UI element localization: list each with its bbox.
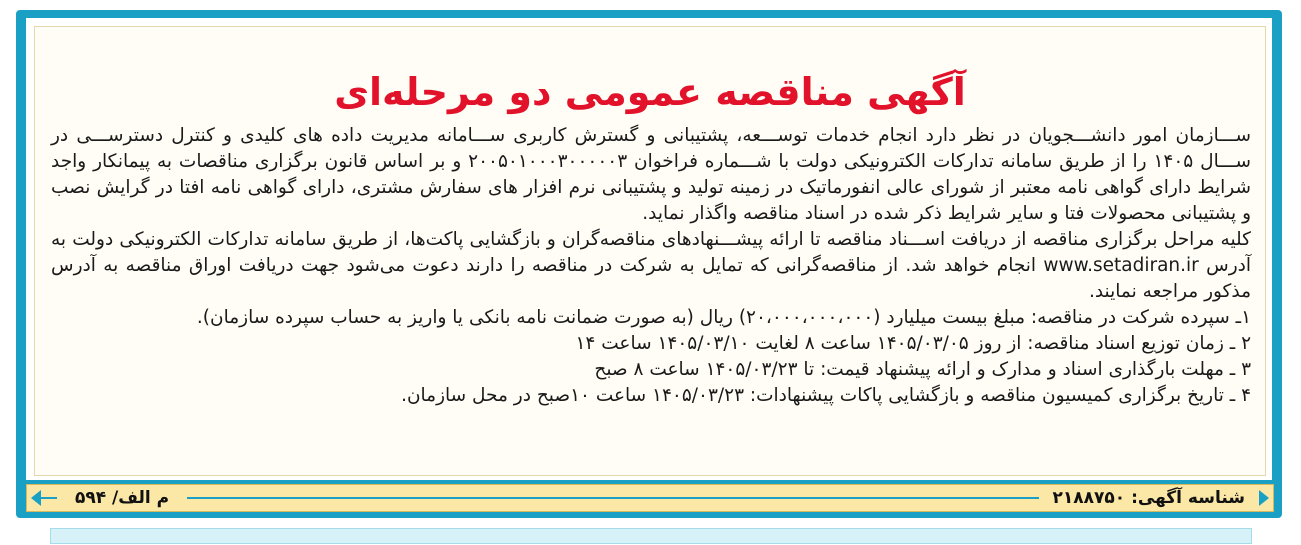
condition-item-1: ۱ـ سپرده شرکت در مناقصه: مبلغ بیست میلیارد (۲۰،۰۰۰،۰۰۰،۰۰۰) ریال (به صورت ضمانت نامه بانکی یا واریز به حساب سپرده سازمان). (196, 307, 1251, 328)
footer-code: م الف/ ۵۹۴ (57, 485, 187, 511)
notice-frame (16, 10, 1282, 518)
notice-paper (34, 26, 1266, 476)
paragraph-1: ســـازمان امور دانشـــجویان در نظر دارد انجام خدمات توســـعه، پشتیبانی و گسترش کاربری ســـامانه مدیریت داده های کلیدی و کنترل دسترســـی در ســـال ۱۴۰۵ را از طریق سامانه تدارکات الکترونیکی دولت با شـــماره فراخوان ۲۰۰۵۰۱۰۰۰۳۰۰۰۰۰۳ و بر اساس قانون برگزاری مناقصات به پیمانکار واجد شرایط دارای گواهی نامه معتبر از شورای عالی انفورماتیک در زمینه تولید و پشتیبانی نرم افزار های سفارش مشتری، دارای گواهی نامه افتا در گرایش نصب و پشتیبانی محصولات فتا و سایر شرایط ذکر شده در اسناد مناقصه واگذار نماید. (51, 125, 1251, 224)
paragraph-2: کلیه مراحل برگزاری مناقصه از دریافت اســـناد مناقصه تا ارائه پیشـــنهادهای مناقصه‌گران و بازگشایی پاکت‌ها، از طریق سامانه تدارکات الکترونیکی دولت به آدرس www.setadiran.ir انجام خواهد شد. از مناقصه‌گرانی که تمایل به شرکت در مناقصه را دارند دعوت می‌شود جهت دریافت اوراق مناقصه به آدرس مذکور مراجعه نمایند. (51, 229, 1252, 302)
notice-inner (26, 18, 1272, 480)
bottom-strip (50, 528, 1252, 544)
condition-item-4: ۴ ـ تاریخ برگزاری کمیسیون مناقصه و بازگشایی پاکات پیشنهادات: ۱۴۰۵/۰۳/۲۳ ساعت ۱۰صبح در محل سازمان. (401, 385, 1251, 406)
notice-body (51, 123, 1251, 409)
condition-item-3: ۳ ـ مهلت بارگذاری اسناد و مدارک و ارائه پیشنهاد قیمت: تا ۱۴۰۵/۰۳/۲۳ ساعت ۸ صبح (594, 359, 1251, 380)
footer-left-arrow-icon (31, 490, 41, 506)
conditions-list (51, 305, 1251, 409)
footer-band (26, 484, 1274, 512)
condition-item-2: ۲ ـ زمان توزیع اسناد مناقصه: از روز ۱۴۰۵/۰۳/۰۵ ساعت ۸ لغایت ۱۴۰۵/۰۳/۱۰ ساعت ۱۴ (575, 333, 1251, 354)
footer-ad-id: شناسه آگهی: ۲۱۸۸۷۵۰ (1039, 485, 1259, 511)
footer-right-arrow-icon (1259, 490, 1269, 506)
notice-title: آگهی مناقصه عمومی دو مرحله‌ای (334, 70, 966, 114)
